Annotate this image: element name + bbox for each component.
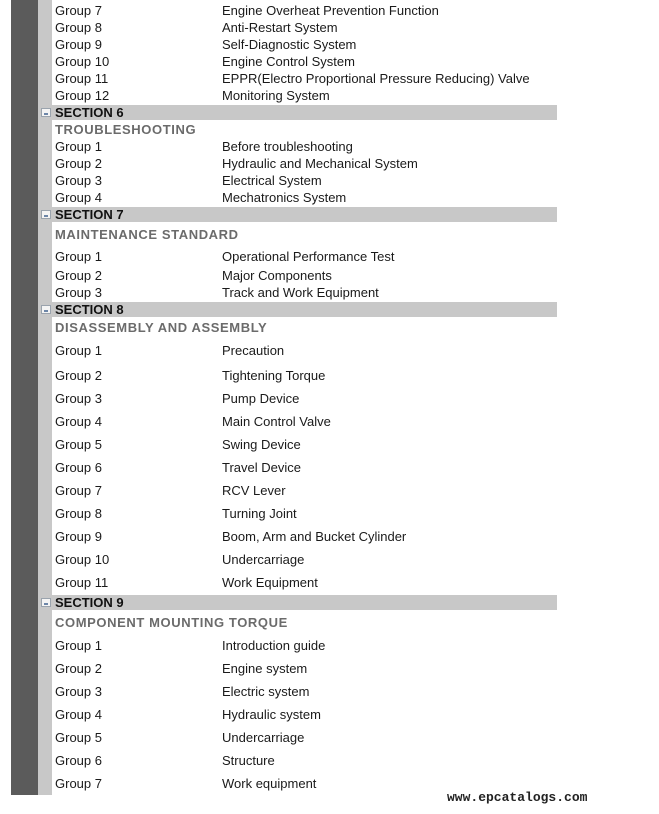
group-title: Electrical System [222, 173, 322, 188]
section-header[interactable] [38, 595, 557, 610]
group-label: Group 8 [55, 506, 102, 521]
section-label: SECTION 9 [55, 595, 124, 610]
group-title: Major Components [222, 268, 332, 283]
section-icon [41, 598, 51, 607]
group-label: Group 1 [55, 638, 102, 653]
group-title: Swing Device [222, 437, 301, 452]
group-label: Group 2 [55, 368, 102, 383]
section-title: COMPONENT MOUNTING TORQUE [55, 615, 288, 630]
section-icon [41, 108, 51, 117]
group-label: Group 4 [55, 414, 102, 429]
group-title: Hydraulic system [222, 707, 321, 722]
group-title: Boom, Arm and Bucket Cylinder [222, 529, 407, 544]
group-title: EPPR(Electro Proportional Pressure Reducing) Valve [222, 71, 530, 86]
watermark-text: www.epcatalogs.com [447, 790, 588, 805]
section-icon [41, 305, 51, 314]
group-title: Undercarriage [222, 730, 305, 745]
group-label: Group 1 [55, 249, 102, 264]
group-title: Engine Control System [222, 54, 355, 69]
group-label: Group 7 [55, 3, 102, 18]
group-label: Group 3 [55, 391, 102, 406]
group-label: Group 1 [55, 343, 102, 358]
group-label: Group 9 [55, 529, 102, 544]
left-dark-margin-bar [11, 0, 38, 795]
group-title: Hydraulic and Mechanical System [222, 156, 418, 171]
group-title: Tightening Torque [222, 368, 326, 383]
group-title: Pump Device [222, 391, 300, 406]
group-label: Group 2 [55, 156, 102, 171]
group-title: Mechatronics System [222, 190, 347, 205]
group-title: Electric system [222, 684, 310, 699]
group-label: Group 7 [55, 483, 102, 498]
group-title: Precaution [222, 343, 285, 358]
section-header[interactable] [38, 207, 557, 222]
section-label: SECTION 7 [55, 207, 124, 222]
group-label: Group 2 [55, 268, 102, 283]
group-title: Operational Performance Test [222, 249, 395, 264]
group-label: Group 12 [55, 88, 110, 103]
group-title: Work Equipment [222, 575, 318, 590]
group-label: Group 11 [55, 71, 109, 86]
group-label: Group 10 [55, 552, 110, 567]
group-label: Group 3 [55, 285, 102, 300]
group-label: Group 6 [55, 460, 102, 475]
section-title: MAINTENANCE STANDARD [55, 227, 239, 242]
group-title: Main Control Valve [222, 414, 331, 429]
group-label: Group 8 [55, 20, 102, 35]
group-title: Introduction guide [222, 638, 326, 653]
group-title: Self-Diagnostic System [222, 37, 357, 52]
group-label: Group 3 [55, 684, 102, 699]
group-label: Group 7 [55, 776, 102, 791]
group-label: Group 11 [55, 575, 109, 590]
group-title: Anti-Restart System [222, 20, 338, 35]
group-title: Track and Work Equipment [222, 285, 379, 300]
section-header[interactable] [38, 302, 557, 317]
group-label: Group 2 [55, 661, 102, 676]
group-title: Engine system [222, 661, 308, 676]
group-label: Group 6 [55, 753, 102, 768]
group-title: Structure [222, 753, 275, 768]
group-title: Before troubleshooting [222, 139, 353, 154]
group-title: Work equipment [222, 776, 317, 791]
group-title: Monitoring System [222, 88, 330, 103]
group-title: Travel Device [222, 460, 301, 475]
group-label: Group 4 [55, 707, 102, 722]
section-title: DISASSEMBLY AND ASSEMBLY [55, 320, 268, 335]
group-label: Group 1 [55, 139, 102, 154]
group-title: Engine Overheat Prevention Function [222, 3, 439, 18]
section-label: SECTION 8 [55, 302, 124, 317]
section-header[interactable] [38, 105, 557, 120]
group-label: Group 5 [55, 437, 102, 452]
section-icon [41, 210, 51, 219]
group-label: Group 4 [55, 190, 102, 205]
group-label: Group 3 [55, 173, 102, 188]
group-label: Group 5 [55, 730, 102, 745]
section-label: SECTION 6 [55, 105, 124, 120]
group-title: Undercarriage [222, 552, 305, 567]
group-label: Group 9 [55, 37, 102, 52]
group-label: Group 10 [55, 54, 110, 69]
section-title: TROUBLESHOOTING [55, 122, 197, 137]
group-title: Turning Joint [222, 506, 297, 521]
group-title: RCV Lever [222, 483, 286, 498]
